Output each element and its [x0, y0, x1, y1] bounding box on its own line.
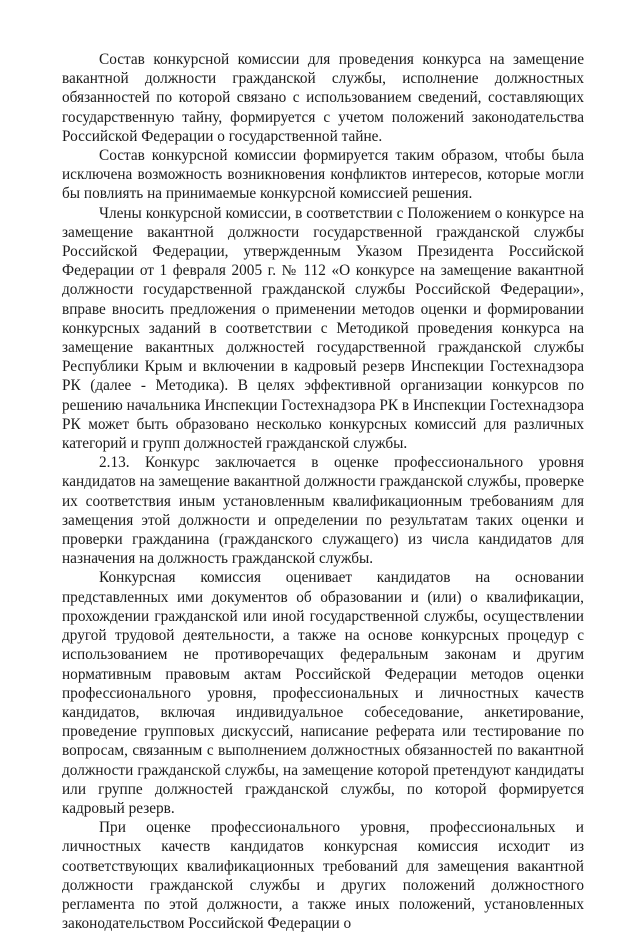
paragraph-2-13-contest: 2.13. Конкурс заключается в оценке профессионального уровня кандидатов на замещение вакантной должности гражданской службы, проверке их соответствия иным установленным квалификационным требованиям для замещения этой должности и определении по результатам таких оценки и проверки гражданина (гражданского служащего) из числа кандидатов для назначения на должность гражданской службы.	[62, 454, 584, 568]
paragraph-conflict-of-interest: Состав конкурсной комиссии формируется таким образом, чтобы была исключена возможность возникновения конфликтов интересов, которые могли бы повлиять на принимаемые конкурсной комиссией решения.	[62, 147, 584, 203]
paragraph-commission-composition-secrecy: Состав конкурсной комиссии для проведения конкурса на замещение вакантной должности гражданской службы, исполнение должностных обязанностей по которой связано с использованием сведений, составляющих государственную тайну, формируется с учетом положений законодательства Российской Федерации о государственной тайне.	[62, 51, 584, 145]
paragraph-qualification-assessment: При оценке профессионального уровня, профессиональных и личностных качеств кандидатов конкурсная комиссия исходит из соответствующих квалификационных требований для замещения вакантной должности гражданской службы и других положений должностного регламента по этой должности, а также иных положений, установленных законодательством Российской Федерации о	[62, 819, 584, 933]
document-page	[62, 50, 584, 933]
paragraph-commission-members: Члены конкурсной комиссии, в соответствии с Положением о конкурсе на замещение вакантной должности государственной гражданской службы Российской Федерации, утвержденным Указом Президента Российской Федерации от 1 февраля 2005 г. № 112 «О конкурсе на замещение вакантной должности государственной гражданской службы Российской Федерации», вправе вносить предложения о применении методов оценки и формировании конкурсных заданий в соответствии с Методикой проведения конкурса на замещение вакантных должностей государственной гражданской службы Республики Крым и включении в кадровый резерв Инспекции Гостехнадзора РК (далее - Методика). В целях эффективной организации конкурсов по решению начальника Инспекции Гостехнадзора РК в Инспекции Гостехнадзора РК может быть образовано несколько конкурсных комиссий для различных категорий и групп должностей гражданской службы.	[62, 204, 584, 453]
paragraph-evaluation-methods: Конкурсная комиссия оценивает кандидатов на основании представленных ими документов об образовании и (или) о квалификации, прохождении гражданской или иной государственной службы, осуществлении другой трудовой деятельности, а также на основе конкурсных процедур с использованием не противоречащих федеральным законам и другим нормативным правовым актам Российской Федерации методов оценки профессионального уровня, профессиональных и личностных качеств кандидатов, включая индивидуальное собеседование, анкетирование, проведение групповых дискуссий, написание реферата или тестирование по вопросам, связанным с выполнением должностных обязанностей по вакантной должности гражданской службы, на замещение которой претендуют кандидаты или группе должностей гражданской службы, по которой формируется кадровый резерв.	[62, 569, 584, 817]
